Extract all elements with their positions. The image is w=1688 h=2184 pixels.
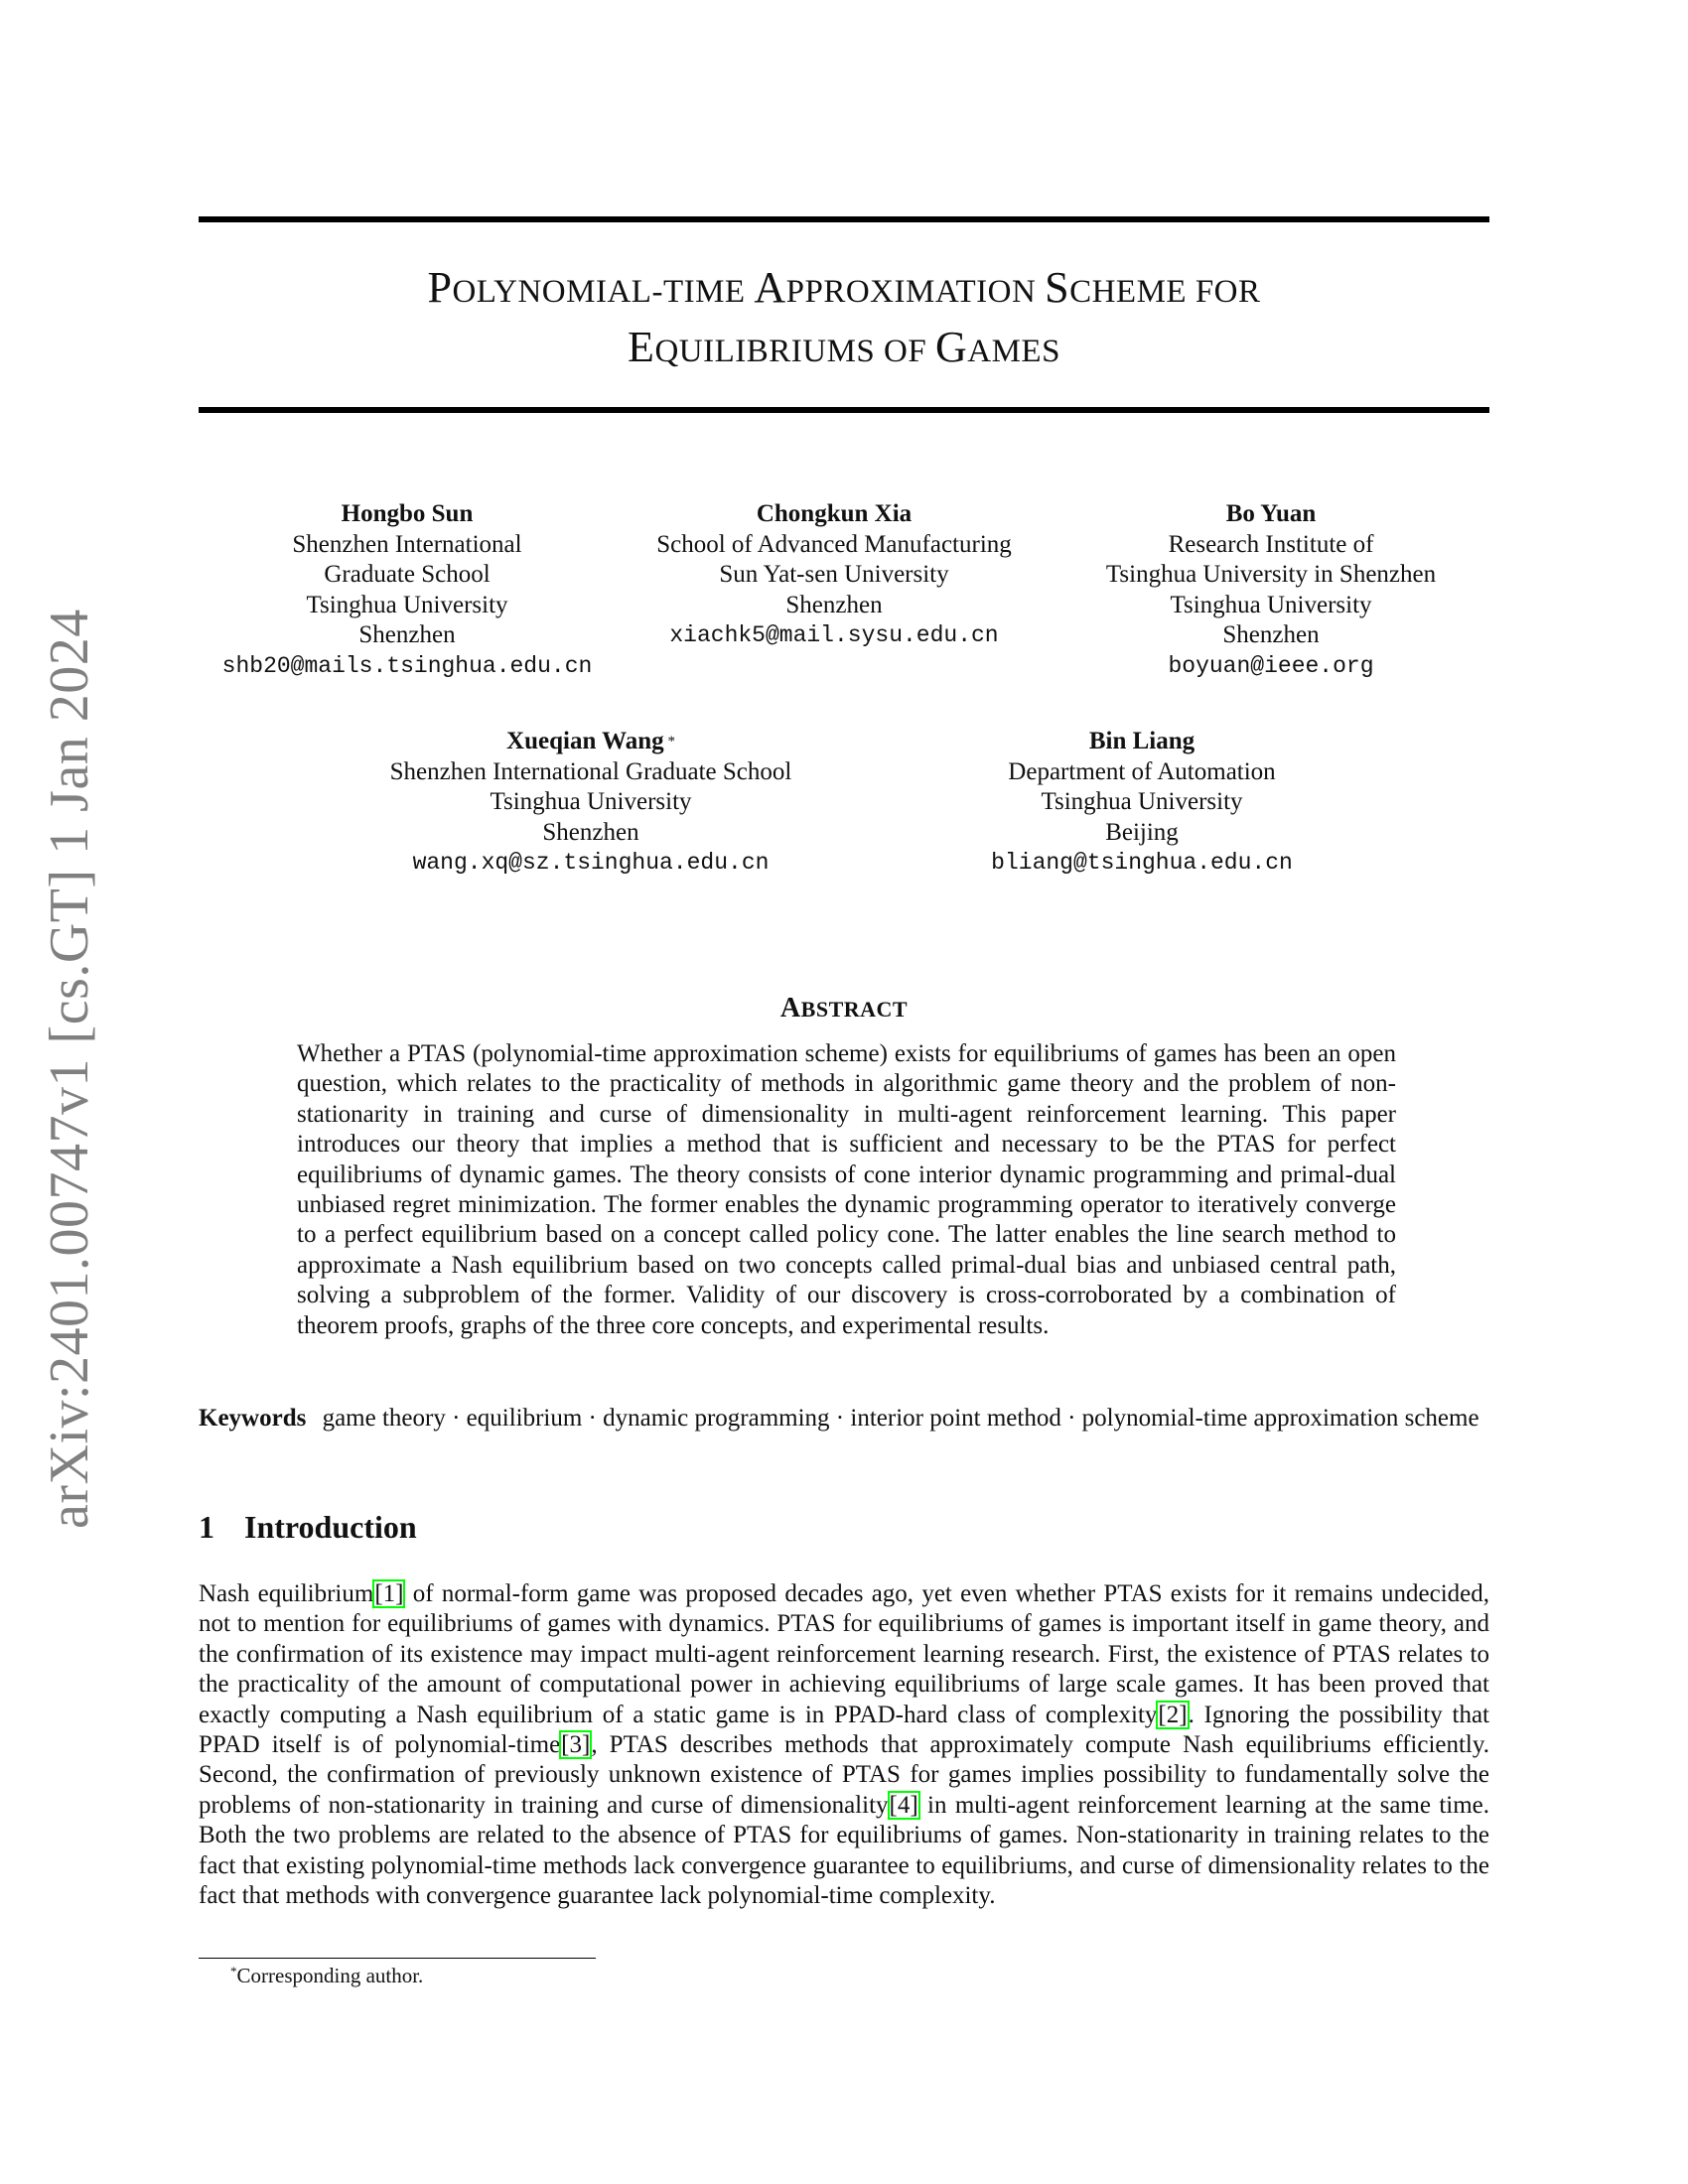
author-affiliation: Tsinghua University in Shenzhen <box>1105 561 1437 588</box>
title-bottom-rule <box>199 407 1489 413</box>
section-title: Introduction <box>244 1509 417 1545</box>
citation-link[interactable]: [1] <box>374 1580 404 1607</box>
author-name: Xueqian Wang * <box>506 728 675 754</box>
keywords-list: game theory · equilibrium · dynamic programming · interior point method · polynomial-time approximation scheme <box>322 1405 1479 1432</box>
keywords <box>199 1403 1489 1433</box>
title-line-1: POLYNOMIAL-TIME APPROXIMATION SCHEME FOR <box>427 263 1261 312</box>
author-email[interactable]: wang.xq@sz.tsinghua.edu.cn <box>412 850 770 876</box>
author-email[interactable]: boyuan@ieee.org <box>1168 652 1374 679</box>
author-affiliation: Tsinghua University <box>1041 788 1243 815</box>
author-email[interactable]: bliang@tsinghua.edu.cn <box>991 850 1293 876</box>
author-name: Bo Yuan <box>1225 500 1317 527</box>
paper-title <box>199 260 1489 379</box>
author-affiliation: Beijing <box>1105 818 1179 846</box>
abstract-heading: ABSTRACT <box>779 993 909 1024</box>
section-number: 1 <box>199 1509 214 1545</box>
author-affiliation: Tsinghua University <box>1170 591 1372 618</box>
author-affiliation: School of Advanced Manufacturing <box>656 530 1012 558</box>
author-block <box>626 499 1043 651</box>
author-block <box>1053 499 1489 681</box>
footnote-divider <box>199 1958 596 1959</box>
introduction-paragraph: Nash equilibrium[1] of normal-form game was proposed decades ago, yet even whether PTAS exists for it remains undecided, not to mention for equilibriums of games with dynamics. PTAS for equilibriums of games is important itself in game theory, and the confirmation of its existence may impact multi-agent reinforcement learning research. First, the existence of PTAS relates to the practicality of the amount of computational power in achieving equilibriums of large scale games. It has been proved that exactly computing a Nash equilibrium of a static game is in PPAD-hard class of complexity[2]. Ignoring the possibility that PPAD itself is of polynomial-time[3], PTAS describes methods that approximately compute Nash equilibriums efficiently. Second, the confirmation of previously unknown existence of PTAS for games implies possibility to fundamentally solve the problems of non-stationarity in training and curse of dimensionality[4] in multi-agent reinforcement learning at the same time. Both the two problems are related to the absence of PTAS for equilibriums of games. Non-stationarity in training relates to the fact that existing polynomial-time methods lack convergence guarantee to equilibriums, and curse of dimensionality relates to the fact that methods with convergence guarantee lack polynomial-time complexity. <box>199 1580 1490 1910</box>
citation-link[interactable]: [2] <box>1158 1701 1188 1728</box>
abstract-text: Whether a PTAS (polynomial-time approximation scheme) exists for equilibriums of games has been an open question, which relates to the practicality of methods in algorithmic game theory and the problem of non-stationarity in training and curse of dimensionality in multi-agent reinforcement learning. This paper introduces our theory that implies a method that is sufficient and necessary to be the PTAS for perfect equilibriums of dynamic games. The theory consists of cone interior dynamic programming and primal-dual unbiased regret minimization. The former enables the dynamic programming operator to iteratively converge to a perfect equilibrium based on a concept called policy cone. The latter enables the line search method to approximate a Nash equilibrium based on two concepts called primal-dual bias and unbiased central path, solving a subproblem of the former. Validity of our discovery is cross-corroborated by a combination of theorem proofs, graphs of the three core concepts, and experimental results. <box>297 1040 1396 1339</box>
title-top-rule <box>199 216 1489 222</box>
author-affiliation: Shenzhen <box>358 621 456 648</box>
author-block <box>343 727 839 879</box>
footnote-text: Corresponding author. <box>236 1964 424 1987</box>
author-affiliation: Graduate School <box>324 561 491 588</box>
author-block <box>199 499 616 681</box>
title-line-2: EQUILIBRIUMS OF GAMES <box>628 323 1060 371</box>
author-affiliation: Shenzhen <box>785 591 883 618</box>
author-block <box>933 727 1350 879</box>
author-affiliation: Shenzhen International Graduate School <box>389 757 792 785</box>
author-name: Chongkun Xia <box>756 500 913 527</box>
author-affiliation: Shenzhen <box>542 818 639 846</box>
citation-link[interactable]: [4] <box>889 1791 918 1819</box>
author-name: Hongbo Sun <box>341 500 474 527</box>
author-affiliation: Shenzhen <box>1222 621 1320 648</box>
author-affiliation: Research Institute of <box>1168 530 1374 558</box>
arxiv-identifier-stamp: arXiv:2401.00747v1 [cs.GT] 1 Jan 2024 <box>39 609 100 1529</box>
author-email[interactable]: shb20@mails.tsinghua.edu.cn <box>221 652 593 679</box>
keywords-label: Keywords <box>199 1405 307 1432</box>
author-affiliation: Sun Yat-sen University <box>719 561 949 588</box>
citation-link[interactable]: [3] <box>561 1731 591 1759</box>
footnote-mark: * <box>230 1964 237 1979</box>
section-heading-introduction <box>199 1509 417 1546</box>
author-affiliation: Tsinghua University <box>306 591 508 618</box>
author-affiliation: Tsinghua University <box>490 788 692 815</box>
footnote <box>230 1964 423 1988</box>
author-affiliation: Shenzhen International <box>292 530 522 558</box>
author-name: Bin Liang <box>1088 728 1196 754</box>
author-email[interactable]: xiachk5@mail.sysu.edu.cn <box>669 622 999 648</box>
author-affiliation: Department of Automation <box>1008 757 1276 785</box>
